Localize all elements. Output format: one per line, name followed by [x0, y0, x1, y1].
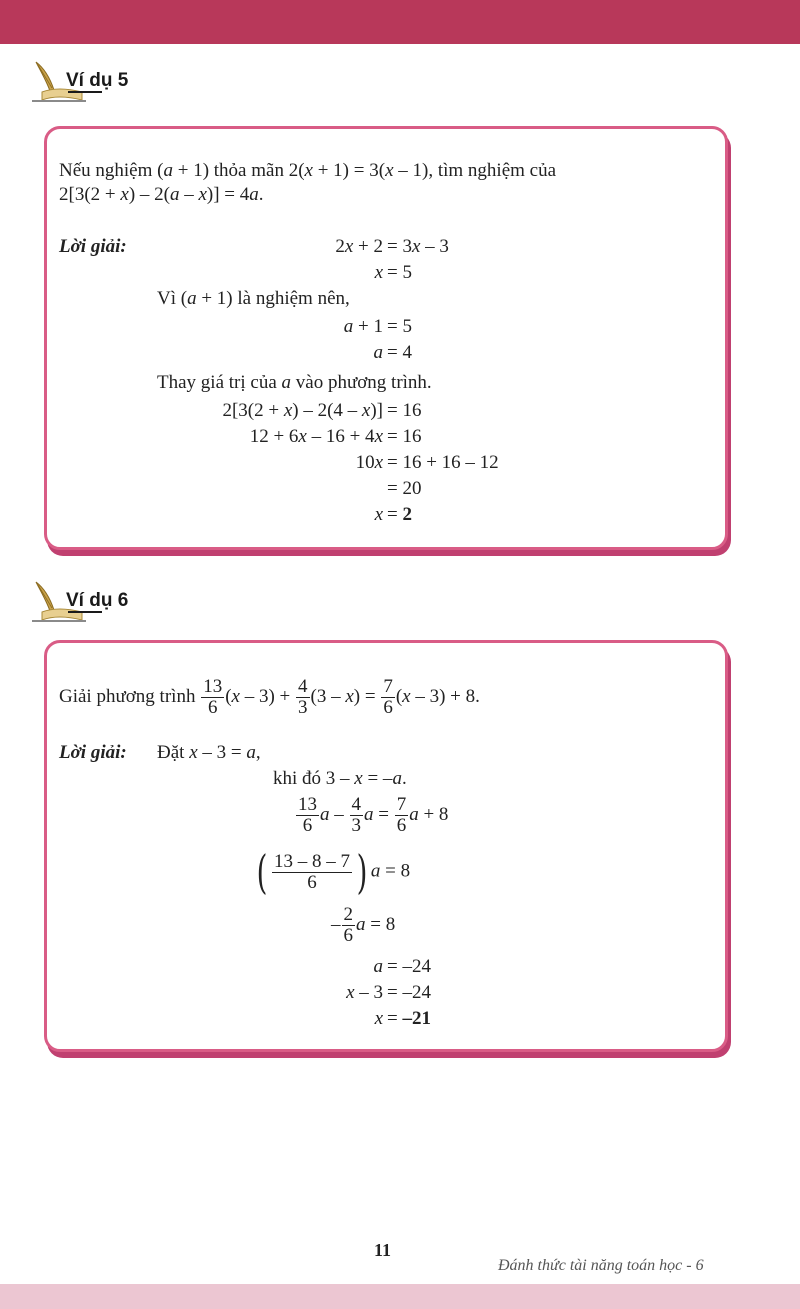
example6-when: khi đó 3 – x = –a.: [273, 768, 407, 789]
example5-step6-rhs: = 16: [387, 426, 422, 447]
example6-box: [44, 640, 728, 1052]
example5-step3-rhs: = 5: [387, 316, 412, 337]
example5-step7-lhs: 10x: [355, 452, 383, 473]
example5-step1-lhs: 2x + 2: [335, 236, 383, 257]
example6-step1-lhs: a: [373, 956, 383, 977]
example5-step5-lhs: 2[3(2 + x) – 2(4 – x)]: [222, 400, 383, 421]
example6-substitution: Đặt x – 3 = a,: [157, 742, 261, 763]
example5-answer: = 2: [387, 504, 412, 525]
example6-answer: = –21: [387, 1008, 431, 1029]
example5-box: [44, 126, 728, 550]
top-band: [0, 0, 800, 44]
example5-step2-lhs: x: [374, 262, 383, 283]
fraction: $\frac{4}{3}$: [298, 676, 308, 718]
example6-eq2: ( $\frac{13 - 8 - 7}{6}$ ) a = 8: [256, 845, 411, 899]
example5-problem-line1: Nếu nghiệm (a + 1) thỏa mãn 2(x + 1) = 3(x – 1), tìm nghiệm của: [59, 160, 557, 181]
example5-step3-lhs: a + 1: [343, 316, 383, 337]
example6-step1-rhs: = –24: [387, 956, 431, 977]
fraction: $\frac{13}{6}$: [203, 676, 223, 718]
example6-step3-lhs: x: [374, 1008, 383, 1029]
example5-heading: [28, 60, 228, 106]
example5-step2-rhs: = 5: [387, 262, 412, 283]
example6-step2-rhs: = –24: [387, 982, 431, 1003]
example6-eq1: $\frac{13}{6}$ a – $\frac{4}{3}$ a = $\frac{7}{6}$ a + 8: [298, 794, 449, 836]
example5-step7-rhs: = 16 + 16 – 12: [387, 452, 499, 473]
example5-step8-rhs: = 20: [387, 478, 422, 499]
example5-step4-rhs: = 4: [387, 342, 412, 363]
example5-step1-rhs: = 3x – 3: [387, 236, 449, 257]
example6-problem: Giải phương trình $\frac{13}{6}$ (x – 3) + $\frac{4}{3}$ (3 – x) = $\frac{7}{6}$ (x – 3) + 8.: [59, 676, 480, 718]
example5-heading-label: Ví dụ 5: [66, 70, 129, 91]
example6-step2-lhs: x – 3: [346, 982, 383, 1003]
example6-eq3: – $\frac{2}{6}$ a = 8: [331, 904, 396, 946]
example5-note2: Thay giá trị của a vào phương trình.: [157, 372, 432, 393]
example5-step5-rhs: = 16: [387, 400, 422, 421]
bottom-band: [0, 1284, 800, 1309]
example5-step6-lhs: 12 + 6x – 16 + 4x: [249, 426, 383, 447]
book-title: Đánh thức tài năng toán học - 6: [498, 1257, 704, 1274]
example6-solution-label: Lời giải:: [59, 742, 127, 763]
example6-heading-label: Ví dụ 6: [66, 590, 129, 611]
example5-note1: Vì (a + 1) là nghiệm nên,: [157, 288, 350, 309]
example5-step9-lhs: x: [374, 504, 383, 525]
example5-problem-line2: 2[3(2 + x) – 2(a – x)] = 4a.: [59, 184, 264, 205]
page-number: 11: [374, 1240, 392, 1260]
example5-solution-label: Lời giải:: [59, 236, 127, 257]
example5-step4-lhs: a: [373, 342, 383, 363]
example6-heading: [28, 580, 228, 626]
fraction: $\frac{7}{6}$: [383, 676, 393, 718]
